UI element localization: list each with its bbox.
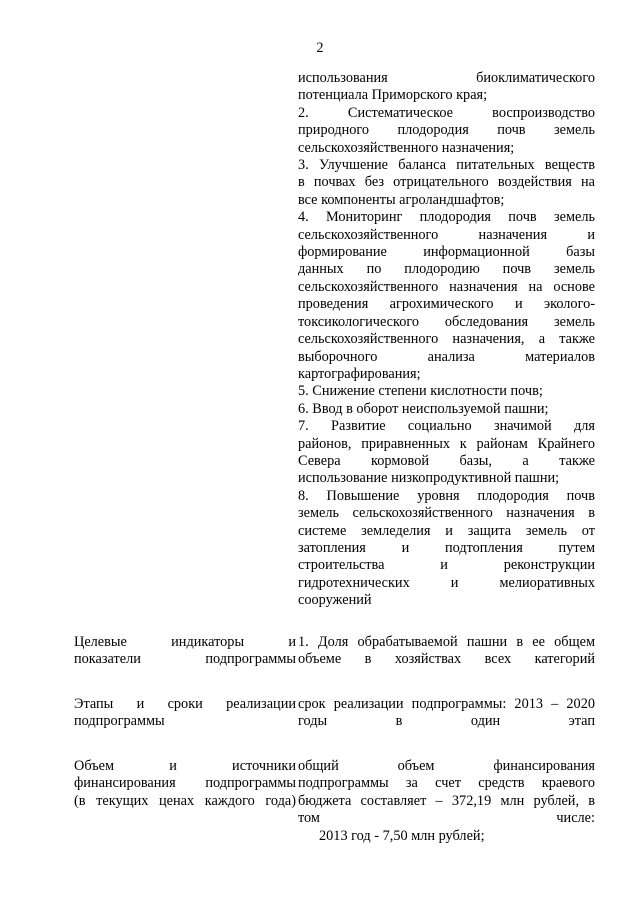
text-line: том числе: (298, 810, 595, 827)
continuation-text (298, 70, 595, 610)
text-line: Этапы и сроки реализации (74, 696, 296, 712)
text-line: 3. Улучшение баланса питательных веществ (298, 157, 595, 174)
row-label-funding (74, 758, 296, 810)
text-line: (в текущих ценах каждого года) (74, 792, 296, 809)
text-line: строительства и реконструкции (298, 557, 595, 574)
text-line: сооружений (298, 592, 372, 609)
text-line: финансирования подпрограммы (74, 775, 296, 792)
text-line: использования биоклиматического (298, 70, 595, 86)
row-label-target-indicators (74, 634, 296, 669)
text-line: показатели подпрограммы (74, 651, 296, 668)
page-number: 2 (316, 40, 324, 56)
text-line: подпрограммы за счет средств краевого (298, 775, 595, 792)
text-line: формирование информационной базы (298, 244, 595, 261)
text-line: 7. Развитие социально значимой для (298, 418, 595, 435)
text-line: сельскохозяйственного назначения, а также (298, 331, 595, 348)
text-line: сельскохозяйственного назначения и (298, 226, 595, 243)
text-line: сельскохозяйственного назначения; (298, 139, 515, 156)
text-line: общий объем финансирования (298, 758, 595, 774)
funding-year-line: 2013 год - 7,50 млн рублей; (319, 828, 485, 844)
text-line: токсикологического обследования земель (298, 313, 595, 330)
row-value-stages-terms (298, 696, 595, 731)
text-line: данных по плодородию почв земель (298, 261, 595, 278)
text-line: Объем и источники (74, 758, 296, 774)
text-line: 8. Повышение уровня плодородия почв (298, 487, 595, 504)
text-line: Севера кормовой базы, а также (298, 452, 595, 469)
text-line: использование низкопродуктивной пашни; (298, 470, 560, 487)
text-line: потенциала Приморского края; (298, 87, 488, 104)
text-line: 1. Доля обрабатываемой пашни в ее общем (298, 634, 595, 650)
row-value-target-indicators (298, 634, 595, 669)
text-line: срок реализации подпрограммы: 2013 – 2020 (298, 696, 595, 712)
text-line: бюджета составляет – 372,19 млн рублей, в (298, 792, 595, 809)
text-line: районов, приравненных к районам Крайнего (298, 435, 595, 452)
text-line: земель сельскохозяйственного назначения в (298, 505, 595, 522)
text-line: выборочного анализа материалов (298, 348, 595, 365)
text-line: все компоненты агроландшафтов; (298, 191, 505, 208)
text-line: подпрограммы (74, 713, 165, 730)
text-line: Целевые индикаторы и (74, 634, 296, 650)
text-line: 4. Мониторинг плодородия почв земель (298, 209, 595, 226)
text-line: 5. Снижение степени кислотности почв; (298, 383, 543, 400)
text-line: проведения агрохимического и эколого- (298, 296, 595, 313)
text-line: 6. Ввод в оборот неиспользуемой пашни; (298, 400, 549, 417)
text-line: годы в один этап (298, 713, 595, 730)
row-value-funding (298, 758, 595, 828)
text-line: в почвах без отрицательного воздействия на (298, 174, 595, 191)
text-line: гидротехнических и мелиоративных (298, 574, 595, 591)
text-line: природного плодородия почв земель (298, 122, 595, 139)
text-line: 2. Систематическое воспроизводство (298, 104, 595, 121)
row-label-stages-terms (74, 696, 296, 731)
text-line: системе земледелия и защита земель от (298, 522, 595, 539)
text-line: сельскохозяйственного назначения на основе (298, 278, 595, 295)
text-line: затопления и подтопления путем (298, 539, 595, 556)
text-line: картографирования; (298, 365, 421, 382)
text-line: объеме в хозяйствах всех категорий (298, 651, 595, 668)
